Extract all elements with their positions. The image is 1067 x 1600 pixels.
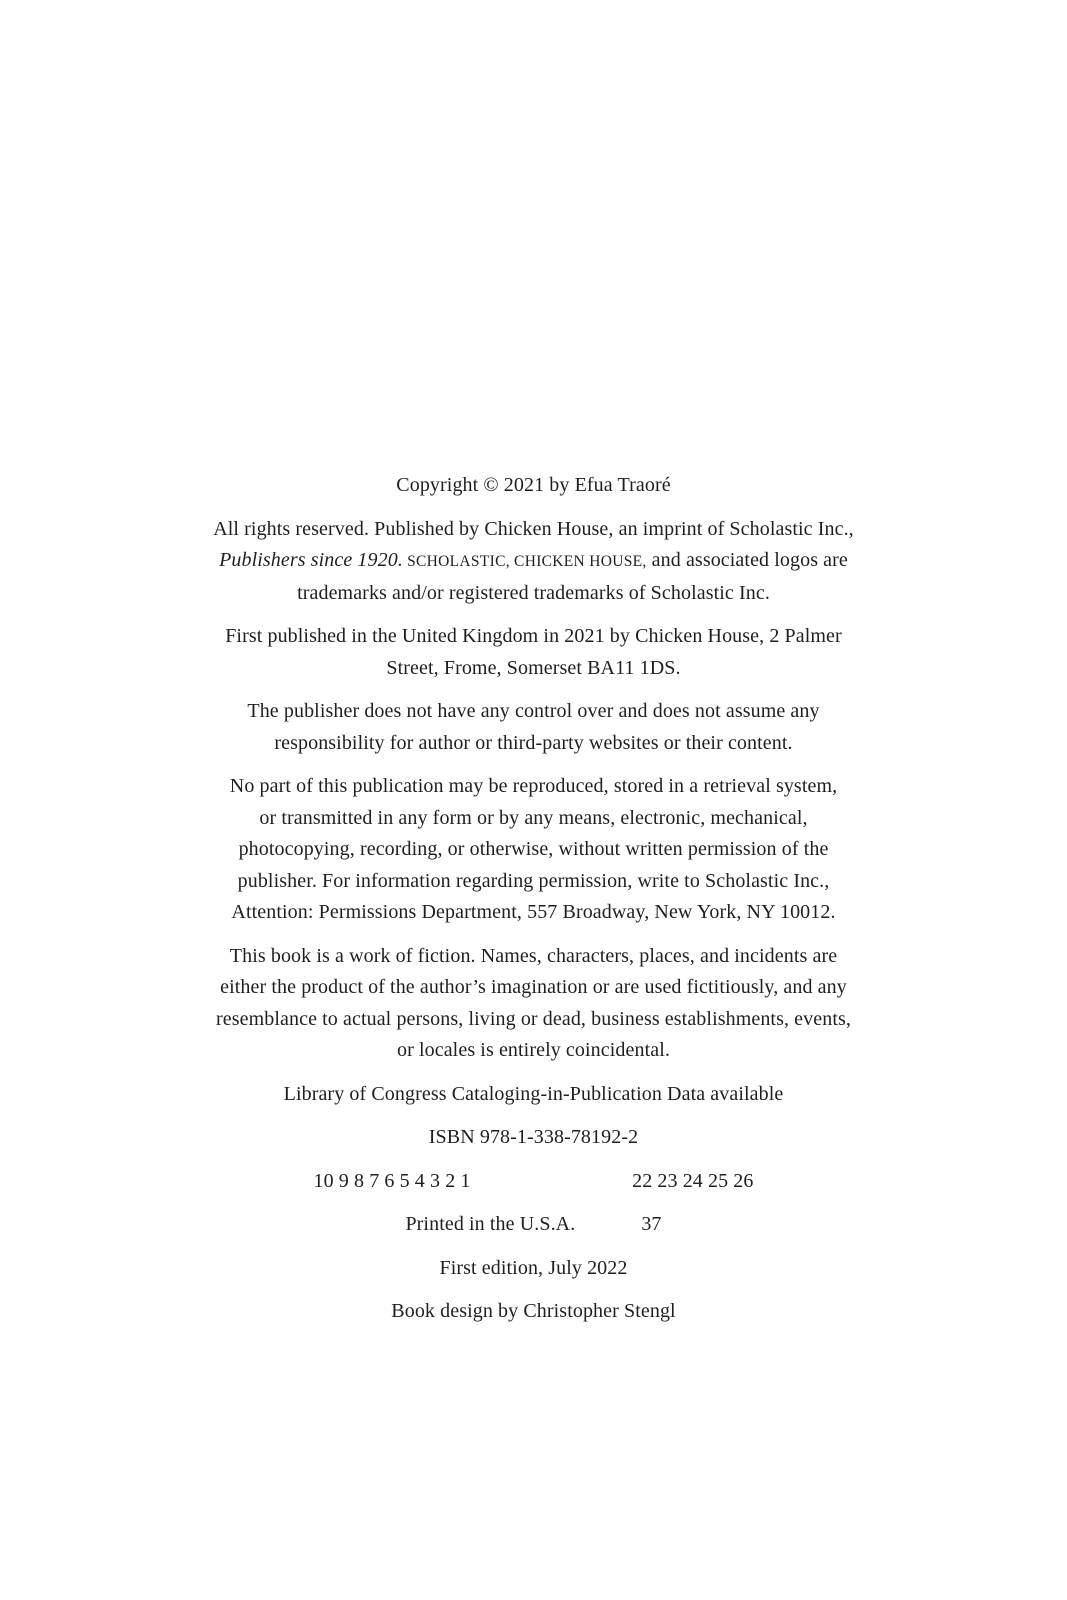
first-published-paragraph: First published in the United Kingdom in 2021 by Chicken House, 2 Palmer Street, Frome, Somerset BA11 1DS. [225,625,842,679]
printed-in: Printed in the U.S.A. [405,1213,576,1235]
rights-text-2: and associated logos are trademarks and/or registered trademarks of Scholastic Inc. [297,549,848,604]
isbn-line: ISBN 978-1-338-78192-2 [428,1126,639,1148]
printing-numbers-row [314,1166,754,1198]
rights-paragraph [204,514,864,610]
reproduction-notice-paragraph: No part of this publication may be reproduced, stored in a retrieval system, or transmitted in any form or by any means, electronic, mechanical, photocopying, recording, or otherwise, without written permission of the publisher. For information regarding permission, write to Scholastic Inc., Attention: Permissions Department, 557 Broadway, New York, NY 10012. [229,775,838,923]
year-line: 22 23 24 25 26 [632,1169,754,1192]
printer-code: 37 [641,1213,662,1235]
rights-trademarks-smallcaps: SCHOLASTIC, CHICKEN HOUSE, [402,553,647,570]
copyright-line: Copyright © 2021 by Efua Traoré [396,474,671,496]
printing-line: 10 9 8 7 6 5 4 3 2 1 [313,1169,471,1192]
book-design-line: Book design by Christopher Stengl [391,1300,676,1322]
fiction-notice-paragraph: This book is a work of fiction. Names, characters, places, and incidents are either the product of the author’s imagination or are used fictitiously, and any resemblance to actual persons, living or dead, business establishments, events, or locales is entirely coincidental. [216,944,851,1061]
copyright-page [0,470,1067,1340]
edition-line: First edition, July 2022 [439,1256,628,1279]
printed-in-row [384,1209,684,1241]
rights-text-1: All rights reserved. Published by Chicken House, an imprint of Scholastic Inc., [213,517,854,540]
cip-line: Library of Congress Cataloging-in-Publication Data available [283,1082,784,1105]
publisher-disclaimer-paragraph: The publisher does not have any control over and does not assume any responsibility for author or third-party websites or their content. [247,700,820,754]
rights-publishers-since: Publishers since 1920. [219,549,403,571]
